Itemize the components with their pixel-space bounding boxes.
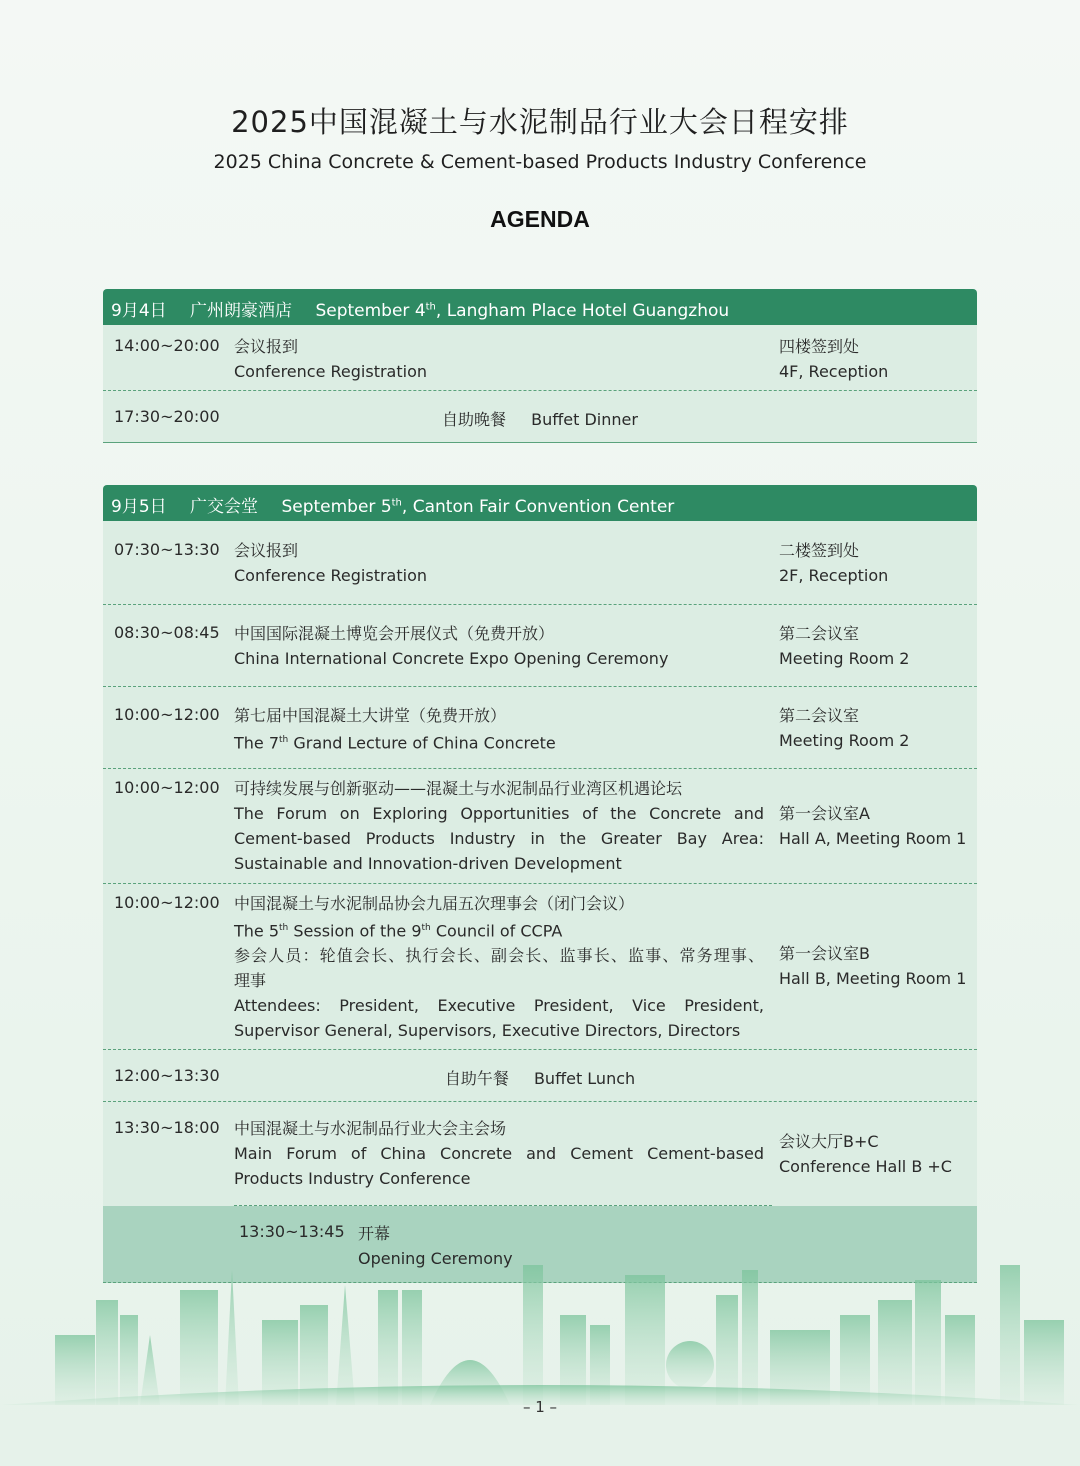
page-subtitle: 2025 China Concrete & Cement-based Products Industry Conference (213, 151, 867, 173)
day-header (103, 289, 977, 325)
row-description (234, 703, 764, 755)
row-location (779, 941, 966, 991)
desc-en-line: Main Forum of China Concrete and Cement Cement-based (234, 1144, 764, 1163)
row-description (234, 776, 764, 876)
meal-en: Buffet Lunch (533, 1069, 636, 1088)
desc-zh: 开幕 (358, 1224, 391, 1243)
meal-zh: 自助晚餐 (442, 410, 507, 429)
row-description (234, 621, 764, 671)
page-number: – 1 – (522, 1398, 558, 1416)
agenda-row (103, 769, 977, 884)
agenda-row (103, 605, 977, 687)
attendees-en-cont: Supervisor General, Supervisors, Executive Directors, Directors (234, 1021, 741, 1041)
row-meal (103, 407, 977, 430)
page-title: 2025中国混凝土与水泥制品行业大会日程安排 (231, 105, 849, 139)
location-en: 2F, Reception (779, 566, 889, 585)
meal-en: Buffet Dinner (531, 410, 638, 429)
desc-en-line: Sustainable and Innovation-driven Development (234, 854, 622, 873)
agenda-row (103, 391, 977, 443)
location-zh: 第一会议室A (779, 804, 870, 823)
location-en: Hall B, Meeting Room 1 (779, 969, 967, 988)
day-venue-en: September 5th, Canton Fair Convention Center (281, 496, 675, 517)
location-zh: 二楼签到处 (779, 541, 860, 560)
day-header (103, 485, 977, 521)
row-meal (103, 1066, 977, 1089)
meal-zh: 自助午餐 (444, 1069, 509, 1088)
agenda-row (103, 884, 977, 1050)
desc-en: Conference Registration (234, 566, 427, 585)
day-date: 9月5日 (111, 496, 167, 517)
day-venue-zh: 广交会堂 (190, 496, 259, 517)
location-zh: 第一会议室B (779, 944, 870, 963)
row-time: 13:30~18:00 (114, 1118, 220, 1137)
row-description (234, 334, 764, 384)
row-description (234, 1116, 764, 1191)
attendees-zh-cont: 理事 (234, 971, 267, 991)
row-location (779, 703, 909, 753)
desc-en: Conference Registration (234, 362, 427, 381)
row-time: 17:30~20:00 (114, 407, 220, 426)
desc-en: The 7th Grand Lecture of China Concrete (234, 733, 556, 753)
desc-zh: 可持续发展与创新驱动——混凝土与水泥制品行业湾区机遇论坛 (234, 779, 683, 798)
location-en: Meeting Room 2 (779, 731, 910, 750)
row-time: 07:30~13:30 (114, 540, 220, 559)
desc-en: The 5th Session of the 9th Council of CCPA (234, 921, 563, 941)
row-location (779, 1129, 952, 1179)
location-en: 4F, Reception (779, 362, 889, 381)
row-time: 10:00~12:00 (114, 893, 220, 912)
desc-en: China International Concrete Expo Opening Ceremony (234, 649, 669, 668)
day-body (103, 521, 977, 1283)
desc-en-line: Cement-based Products Industry in the Greater Bay Area: (234, 829, 764, 848)
location-zh: 四楼签到处 (779, 337, 860, 356)
location-zh: 会议大厅B+C (779, 1132, 879, 1151)
row-description (234, 538, 764, 588)
agenda-row (103, 1050, 977, 1102)
agenda-heading: AGENDA (490, 206, 590, 232)
location-en: Hall A, Meeting Room 1 (779, 829, 967, 848)
row-location (779, 621, 909, 671)
agenda-row (103, 325, 977, 391)
desc-zh: 会议报到 (234, 337, 299, 356)
desc-zh: 中国混凝土与水泥制品行业大会主会场 (234, 1119, 507, 1138)
day-section-sep5 (103, 485, 977, 1283)
location-en: Meeting Room 2 (779, 649, 910, 668)
day-date: 9月4日 (111, 300, 167, 321)
page-header (0, 100, 1080, 173)
desc-en-line: The Forum on Exploring Opportunities of the Concrete and (234, 804, 764, 823)
row-time: 14:00~20:00 (114, 336, 220, 355)
agenda-row (103, 521, 977, 605)
row-time: 12:00~13:30 (114, 1066, 220, 1085)
row-location (779, 334, 888, 384)
day-body (103, 325, 977, 443)
desc-en: Opening Ceremony (358, 1249, 513, 1268)
desc-zh: 第七届中国混凝土大讲堂（免费开放） (234, 706, 507, 725)
location-zh: 第二会议室 (779, 624, 860, 643)
city-skyline-illustration (0, 1255, 1080, 1405)
row-location (779, 538, 888, 588)
agenda-row (103, 687, 977, 769)
row-location (779, 801, 966, 851)
location-zh: 第二会议室 (779, 706, 860, 725)
row-time: 10:00~12:00 (114, 705, 220, 724)
desc-zh: 会议报到 (234, 541, 299, 560)
row-time: 08:30~08:45 (114, 623, 220, 642)
row-time: 10:00~12:00 (114, 778, 220, 797)
attendees-en: Attendees: President, Executive President, Vice President, (234, 996, 764, 1016)
desc-zh: 中国混凝土与水泥制品协会九届五次理事会（闭门会议） (234, 894, 635, 913)
attendees-zh: 参会人员：轮值会长、执行会长、副会长、监事长、监事、常务理事、 (234, 946, 764, 966)
day-venue-en: September 4th, Langham Place Hotel Guangzhou (315, 300, 730, 321)
desc-en-line: Products Industry Conference (234, 1169, 471, 1188)
agenda-row (103, 1102, 977, 1206)
location-en: Conference Hall B +C (779, 1157, 952, 1176)
subrow-time: 13:30~13:45 (239, 1222, 345, 1241)
desc-zh: 中国国际混凝土博览会开展仪式（免费开放） (234, 624, 555, 643)
day-venue-zh: 广州朗豪酒店 (190, 300, 293, 321)
day-section-sep4 (103, 289, 977, 443)
row-description (234, 891, 764, 1043)
